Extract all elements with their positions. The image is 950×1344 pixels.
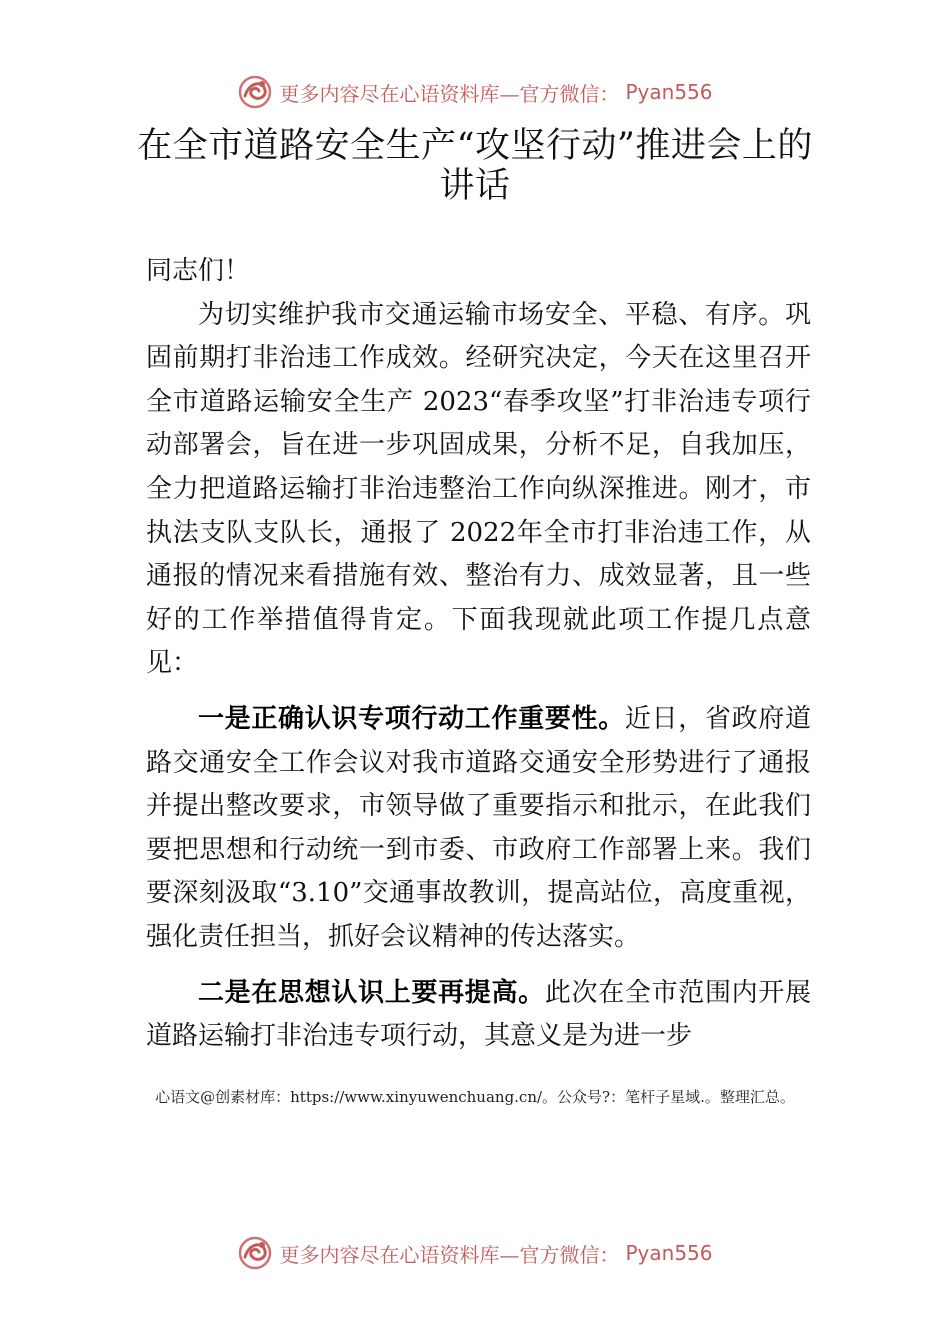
swirl-logo-icon xyxy=(237,74,273,110)
swirl-logo-icon xyxy=(237,1235,273,1271)
paragraph-intro xyxy=(146,294,811,686)
watermark-wechat-id: Pyan556 xyxy=(625,80,713,104)
paragraph-text: 近日，省政府道路交通安全工作会议对我市道路交通安全形势进行了通报并提出整改要求，市领导做了重要指示和批示，在此我们要把思想和行动统一到市委、市政府工作部署上来。我们要深刻汲取“3.10”交通事故教训，提高站位，高度重视，强化责任担当，抓好会议精神的传达落实。 xyxy=(146,703,811,952)
watermark-text: 更多内容尽在心语资料库—官方微信： xyxy=(279,81,620,106)
watermark-text: 更多内容尽在心语资料库—官方微信： xyxy=(279,1242,620,1267)
greeting: 同志们！ xyxy=(146,256,251,286)
paragraph-text: 此次在全市范围内开展道路运输打非治违专项行动，其意义是为进一步 xyxy=(146,977,811,1052)
document-title: 在全市道路安全生产“攻坚行动”推进会上的讲话 xyxy=(137,126,813,206)
paragraph-lead: 二是在思想认识上要再提高。 xyxy=(198,977,545,1008)
source-footnote: 心语文@创素材库：https://www.xinyuwenchuang.cn/。公众号?：笔杆子星域.。整理汇总。 xyxy=(155,1088,795,1106)
paragraph-text: 为切实维护我市交通运输市场安全、平稳、有序。巩固前期打非治违工作成效。经研究决定，今天在这里召开全市道路运输安全生产 2023“春季攻坚”打非治违专项行动部署会，旨在进一步巩固成果，分析不足，自我加压，全力把道路运输打非治违整治工作向纵深推进。刚才，市执法支队支队长，通报了 2022年全市打非治违工作，从通报的情况来看措施有效、整治有力、成效显著，且一些好的工作举措值得肯定。下面我现就此项工作提几点意见： xyxy=(146,299,811,679)
paragraph-lead: 一是正确认识专项行动工作重要性。 xyxy=(198,703,625,734)
paragraph-point-one xyxy=(146,698,811,960)
paragraph-point-two xyxy=(146,972,811,1059)
document-body xyxy=(146,250,811,1059)
watermark-wechat-id: Pyan556 xyxy=(625,1241,713,1265)
watermark-footer xyxy=(0,1233,950,1273)
watermark-header xyxy=(0,72,950,112)
